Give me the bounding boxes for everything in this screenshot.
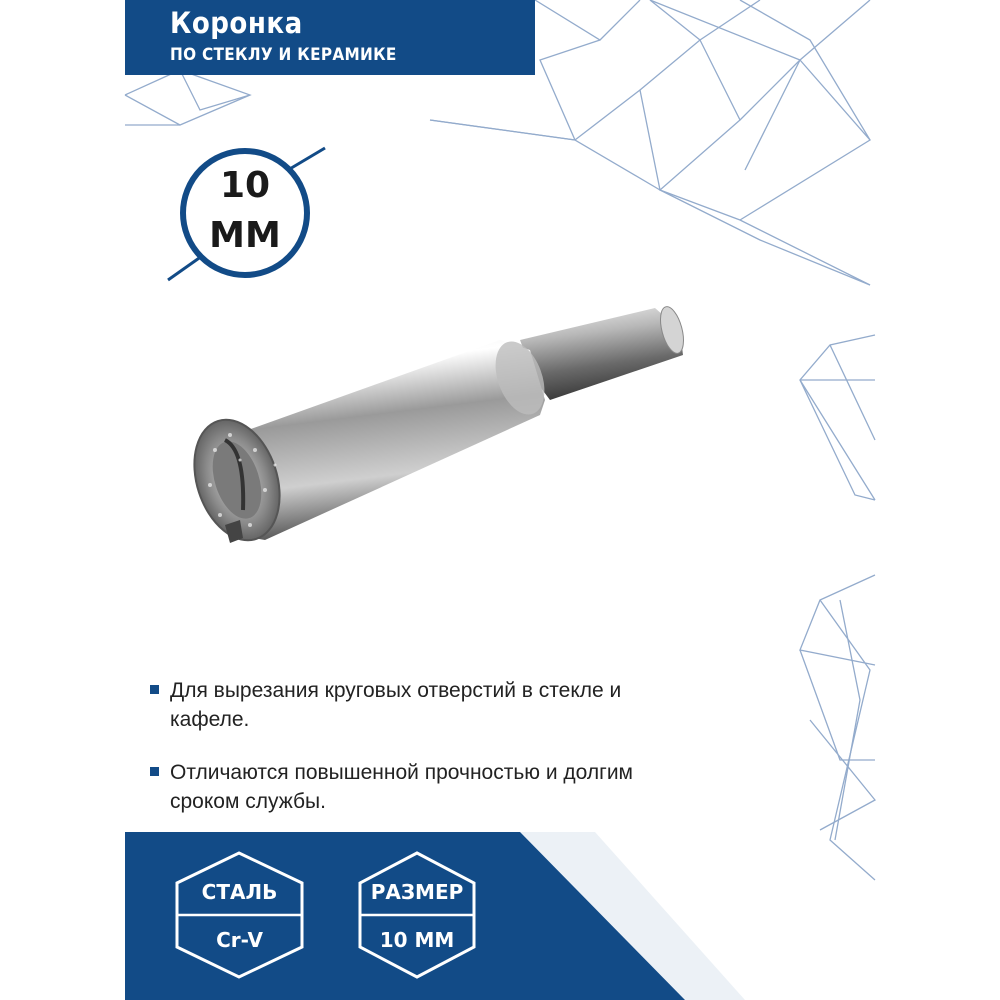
spec-value: 10 ММ (379, 928, 455, 952)
feature-item (150, 676, 650, 734)
spec-label: РАЗМЕР (370, 880, 464, 904)
spec-badge-size (357, 850, 477, 980)
product-subtitle: ПО СТЕКЛУ И КЕРАМИКЕ (170, 45, 397, 65)
feature-item (150, 758, 650, 816)
size-value: 10 (219, 165, 271, 206)
spec-label: СТАЛЬ (201, 880, 278, 904)
bullet-icon (150, 767, 159, 776)
title-banner (125, 0, 535, 75)
drill-bit-image (185, 300, 695, 565)
product-title: Коронка (170, 6, 303, 40)
bullet-icon (150, 685, 159, 694)
feature-text: Отличаются повышенной прочностью и долгим сроком службы. (170, 761, 633, 813)
spec-badge-steel (172, 850, 307, 980)
spec-value: Cr-V (216, 928, 263, 952)
size-unit: ММ (209, 215, 281, 256)
feature-text: Для вырезания круговых отверстий в стекле и кафеле. (170, 679, 622, 731)
